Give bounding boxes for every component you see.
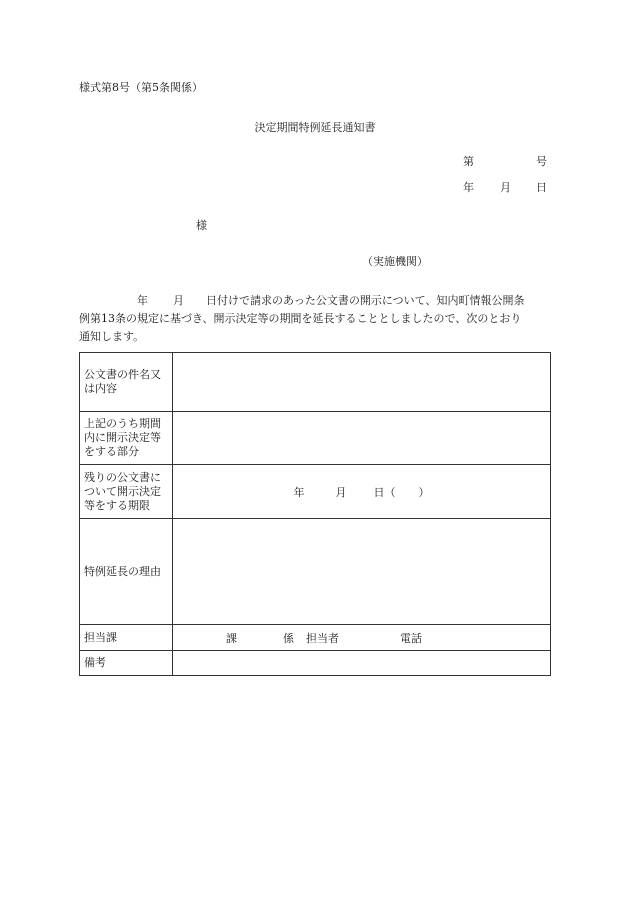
subsection-label: 係 — [283, 631, 294, 645]
table-row — [80, 651, 551, 676]
row-label: 残りの公文書について開示決定等をする期限 — [80, 465, 173, 519]
document-title: 決定期間特例延長通知書 — [254, 121, 376, 134]
body-line-3: 通知します。 — [79, 330, 145, 343]
row-label: 公文書の件名又は内容 — [80, 353, 173, 412]
row-label: 特例延長の理由 — [80, 519, 173, 625]
issue-year-label: 年 — [463, 181, 474, 194]
table-row — [80, 353, 551, 412]
issue-day-label: 日 — [536, 181, 547, 194]
number-suffix: 号 — [536, 155, 547, 168]
issue-month-label: 月 — [500, 181, 511, 194]
deadline-day-label: 日（ — [373, 485, 396, 499]
row-label: 備考 — [80, 651, 173, 676]
table-row — [80, 519, 551, 625]
body-line-2: 例第13条の規定に基づき、開示決定等の期間を延長することとしましたので、次のとおり — [79, 312, 522, 325]
remarks-field[interactable] — [173, 651, 551, 676]
implementing-agency: （実施機関） — [362, 255, 428, 268]
deadline-weekday-close: ） — [418, 485, 430, 499]
row-label: 上記のうち期間内に開示決定等をする部分 — [80, 412, 173, 465]
addressee-suffix: 様 — [196, 219, 207, 232]
body-line-1 — [79, 292, 551, 310]
extension-reason-field[interactable] — [173, 519, 551, 625]
notice-body — [79, 292, 551, 346]
body-year-label: 年 — [137, 294, 148, 307]
phone-label: 電話 — [400, 631, 422, 645]
remaining-deadline-field[interactable] — [173, 465, 551, 519]
deadline-year-label: 年 — [293, 485, 305, 499]
number-prefix: 第 — [463, 155, 474, 168]
notice-form-table — [79, 352, 551, 676]
section-label: 課 — [226, 631, 237, 645]
document-subject-field[interactable] — [173, 353, 551, 412]
row-label: 担当課 — [80, 625, 173, 651]
form-code: 様式第8号（第5条関係） — [79, 81, 203, 94]
person-in-charge-label: 担当者 — [306, 631, 339, 645]
body-line-1-text: 日付けで請求のあった公文書の開示について、知内町情報公開条 — [206, 294, 525, 307]
table-row — [80, 412, 551, 465]
deadline-month-label: 月 — [335, 485, 347, 499]
table-row — [80, 625, 551, 651]
responsible-section-field[interactable] — [173, 625, 551, 651]
table-row — [80, 465, 551, 519]
partial-decision-field[interactable] — [173, 412, 551, 465]
body-month-label: 月 — [173, 294, 184, 307]
